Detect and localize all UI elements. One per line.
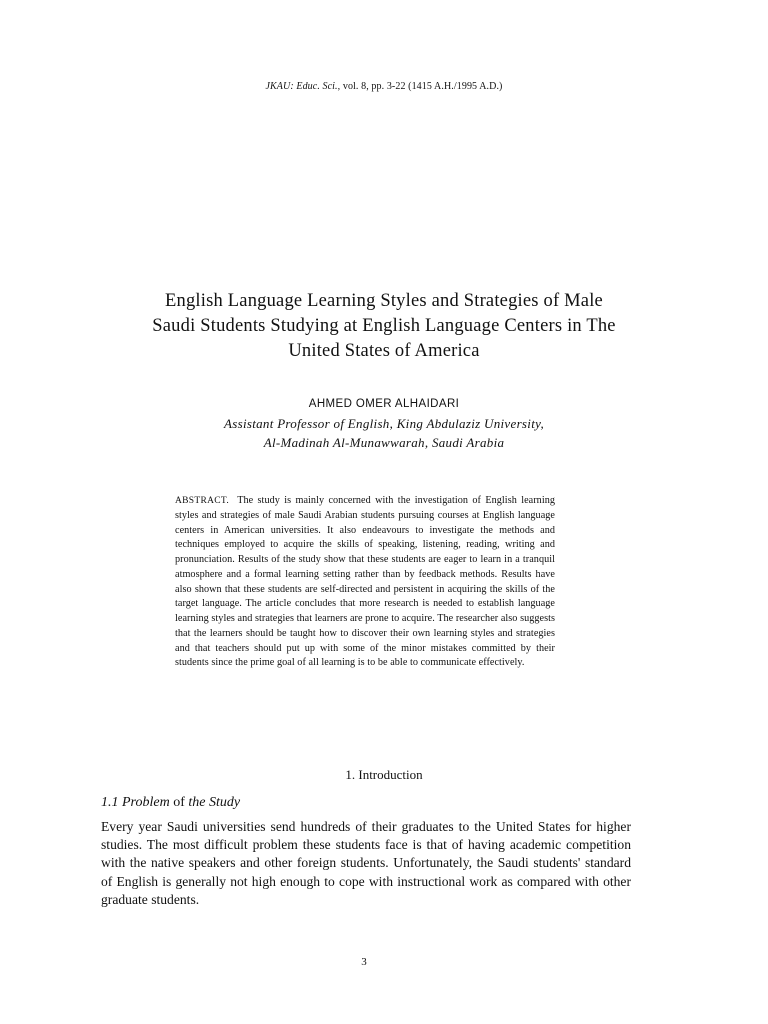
subsection-word-of: of (173, 795, 185, 810)
journal-details: vol. 8, pp. 3-22 (1415 A.H./1995 A.D.) (342, 81, 503, 92)
title-line-2: Saudi Students Studying at English Language Centers in The (152, 316, 616, 336)
title-line-1: English Language Learning Styles and Strategies of Male (165, 291, 603, 311)
title-line-3: United States of America (288, 341, 480, 361)
section-heading-introduction: 1. Introduction (345, 767, 423, 782)
abstract-label: ABSTRACT. (175, 496, 229, 506)
affiliation-line-2: Al-Madinah Al-Munawwarah, Saudi Arabia (263, 435, 505, 450)
abstract-text: The study is mainly concerned with the investigation of English learning styles and strategies of male Saudi Arabian students pursuing courses at English language centers in American universities. It also endeavours to investigate the methods and techniques employed to acquire the skills of speaking, listening, reading, writing and pronunciation. Results of the study show that these students are eager to learn in a tranquil atmosphere and a formal learning setting rather than by feedback methods. Results have also shown that these students are self-directed and persistent in acquiring the skills of the target language. The article concludes that more research is needed to establish language learning styles and strategies that learners are prone to acquire. The researcher also suggests that the learners should be taught how to discover their own learning styles and strategies and that teachers should put up with some of the minor mistakes committed by their students since the prime goal of all learning is to be able to communicate effectively. (175, 495, 555, 669)
affiliation-line-1: Assistant Professor of English, King Abdulaziz University, (223, 416, 545, 431)
subsection-heading (101, 795, 240, 811)
page-number: 3 (361, 956, 367, 968)
abstract (175, 494, 555, 671)
subsection-number: 1.1 (101, 795, 119, 810)
introduction-paragraph: Every year Saudi universities send hundreds of their graduates to the United States for higher studies. The most difficult problem these students face is that of having academic competition with the native speakers and other foreign students. Unfortunately, the Saudi students' standard of English is generally not high enough to cope with instructional work as compared with other graduate students. (101, 819, 631, 907)
subsection-word-problem: Problem (122, 795, 170, 810)
journal-name: JKAU: Educ. Sci., (265, 81, 341, 92)
author-name: AHMED OMER ALHAIDARI (308, 398, 460, 410)
subsection-word-study: the Study (188, 795, 241, 810)
journal-header (0, 81, 768, 92)
paper-title (80, 289, 688, 364)
author-affiliation (0, 414, 768, 452)
